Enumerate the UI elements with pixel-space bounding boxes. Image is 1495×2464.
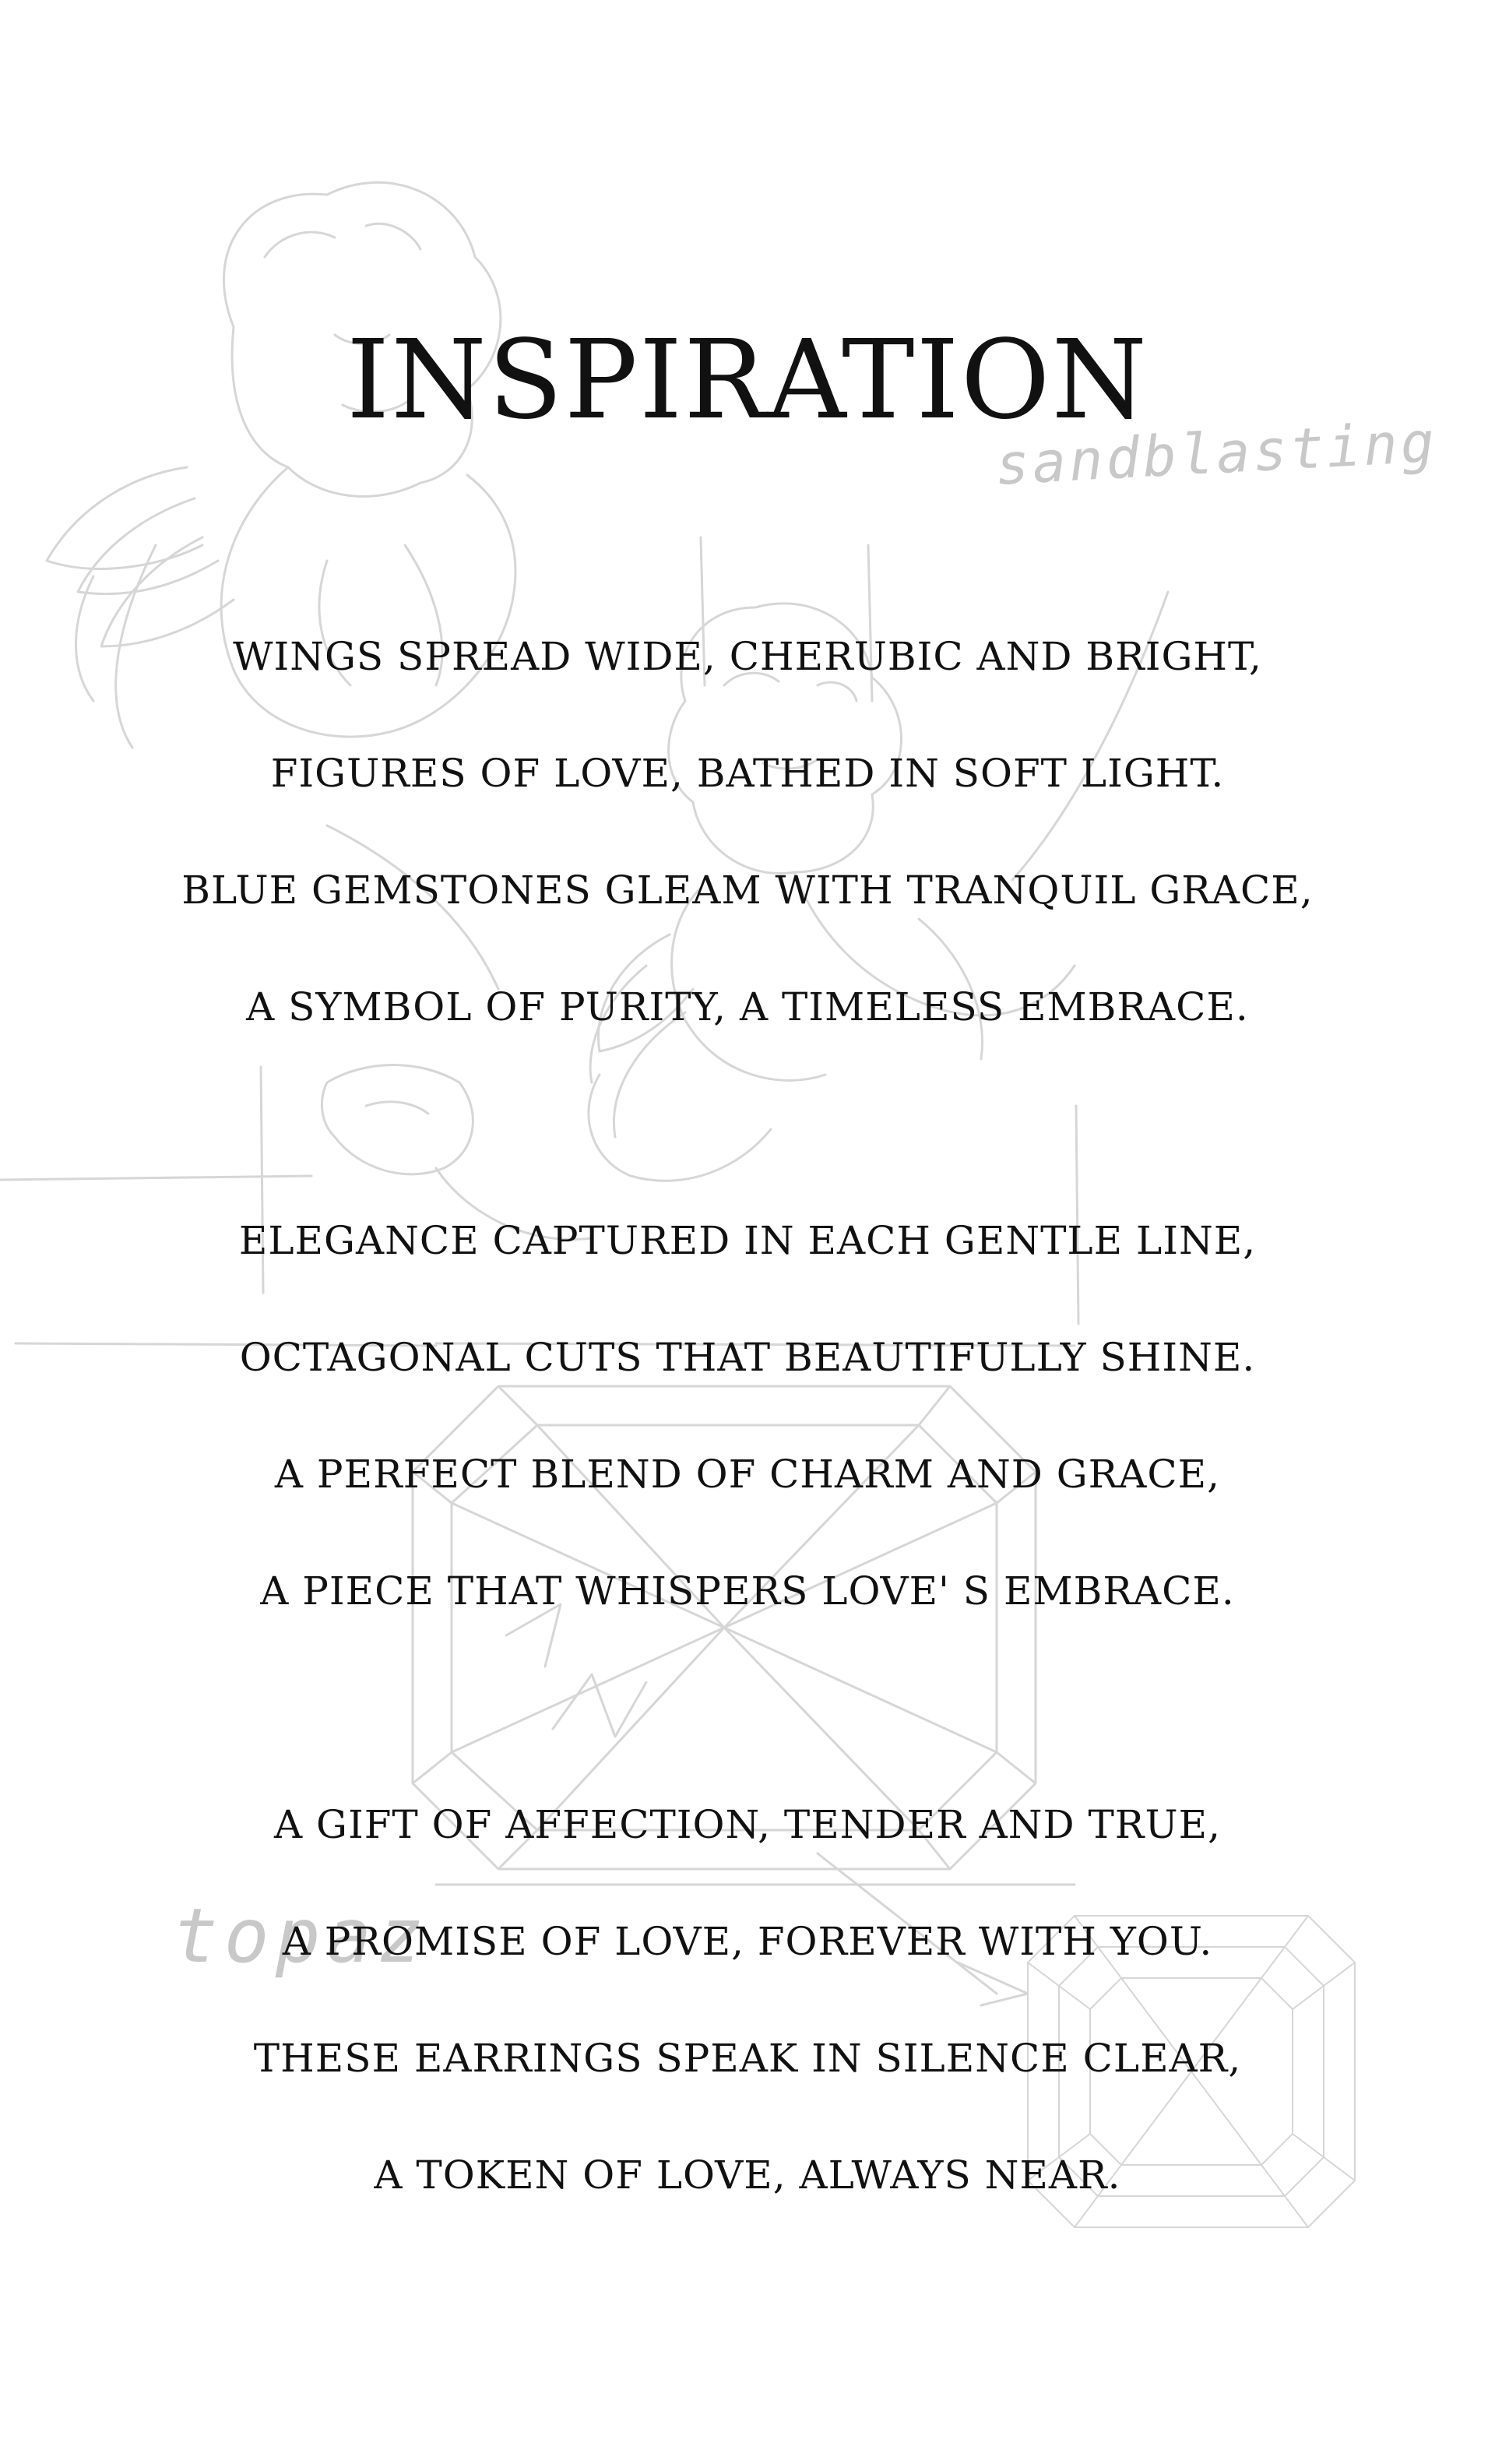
poem-line: ELEGANCE CAPTURED IN EACH GENTLE LINE, xyxy=(238,1218,1257,1263)
poem-line: A GIFT OF AFFECTION, TENDER AND TRUE, xyxy=(274,1802,1221,1847)
poem-line: FIGURES OF LOVE, BATHED IN SOFT LIGHT. xyxy=(270,751,1225,796)
stanza-2 xyxy=(0,1206,1495,1673)
poem-line: A TOKEN OF LOVE, ALWAYS NEAR. xyxy=(374,2152,1121,2198)
poem-line: BLUE GEMSTONES GLEAM WITH TRANQUIL GRACE, xyxy=(181,868,1314,913)
stanza-3 xyxy=(0,1790,1495,2257)
sandblasting-annotation: sandblasting xyxy=(994,409,1439,498)
poem-line: WINGS SPREAD WIDE, CHERUBIC AND BRIGHT, xyxy=(233,634,1262,679)
poem-line: A SYMBOL OF PURITY, A TIMELESS EMBRACE. xyxy=(246,984,1249,1030)
topaz-annotation: topaz xyxy=(173,1892,429,1980)
poem-line: THESE EARRINGS SPEAK IN SILENCE CLEAR, xyxy=(253,2036,1242,2081)
stanza-1 xyxy=(0,621,1495,1089)
poem-line: A PIECE THAT WHISPERS LOVE' S EMBRACE. xyxy=(260,1568,1235,1614)
poem-line: A PERFECT BLEND OF CHARM AND GRACE, xyxy=(274,1452,1221,1497)
page-title: INSPIRATION xyxy=(346,316,1149,444)
poem-line: OCTAGONAL CUTS THAT BEAUTIFULLY SHINE. xyxy=(239,1335,1256,1380)
poem-line: A PROMISE OF LOVE, FOREVER WITH YOU. xyxy=(282,1919,1213,1964)
